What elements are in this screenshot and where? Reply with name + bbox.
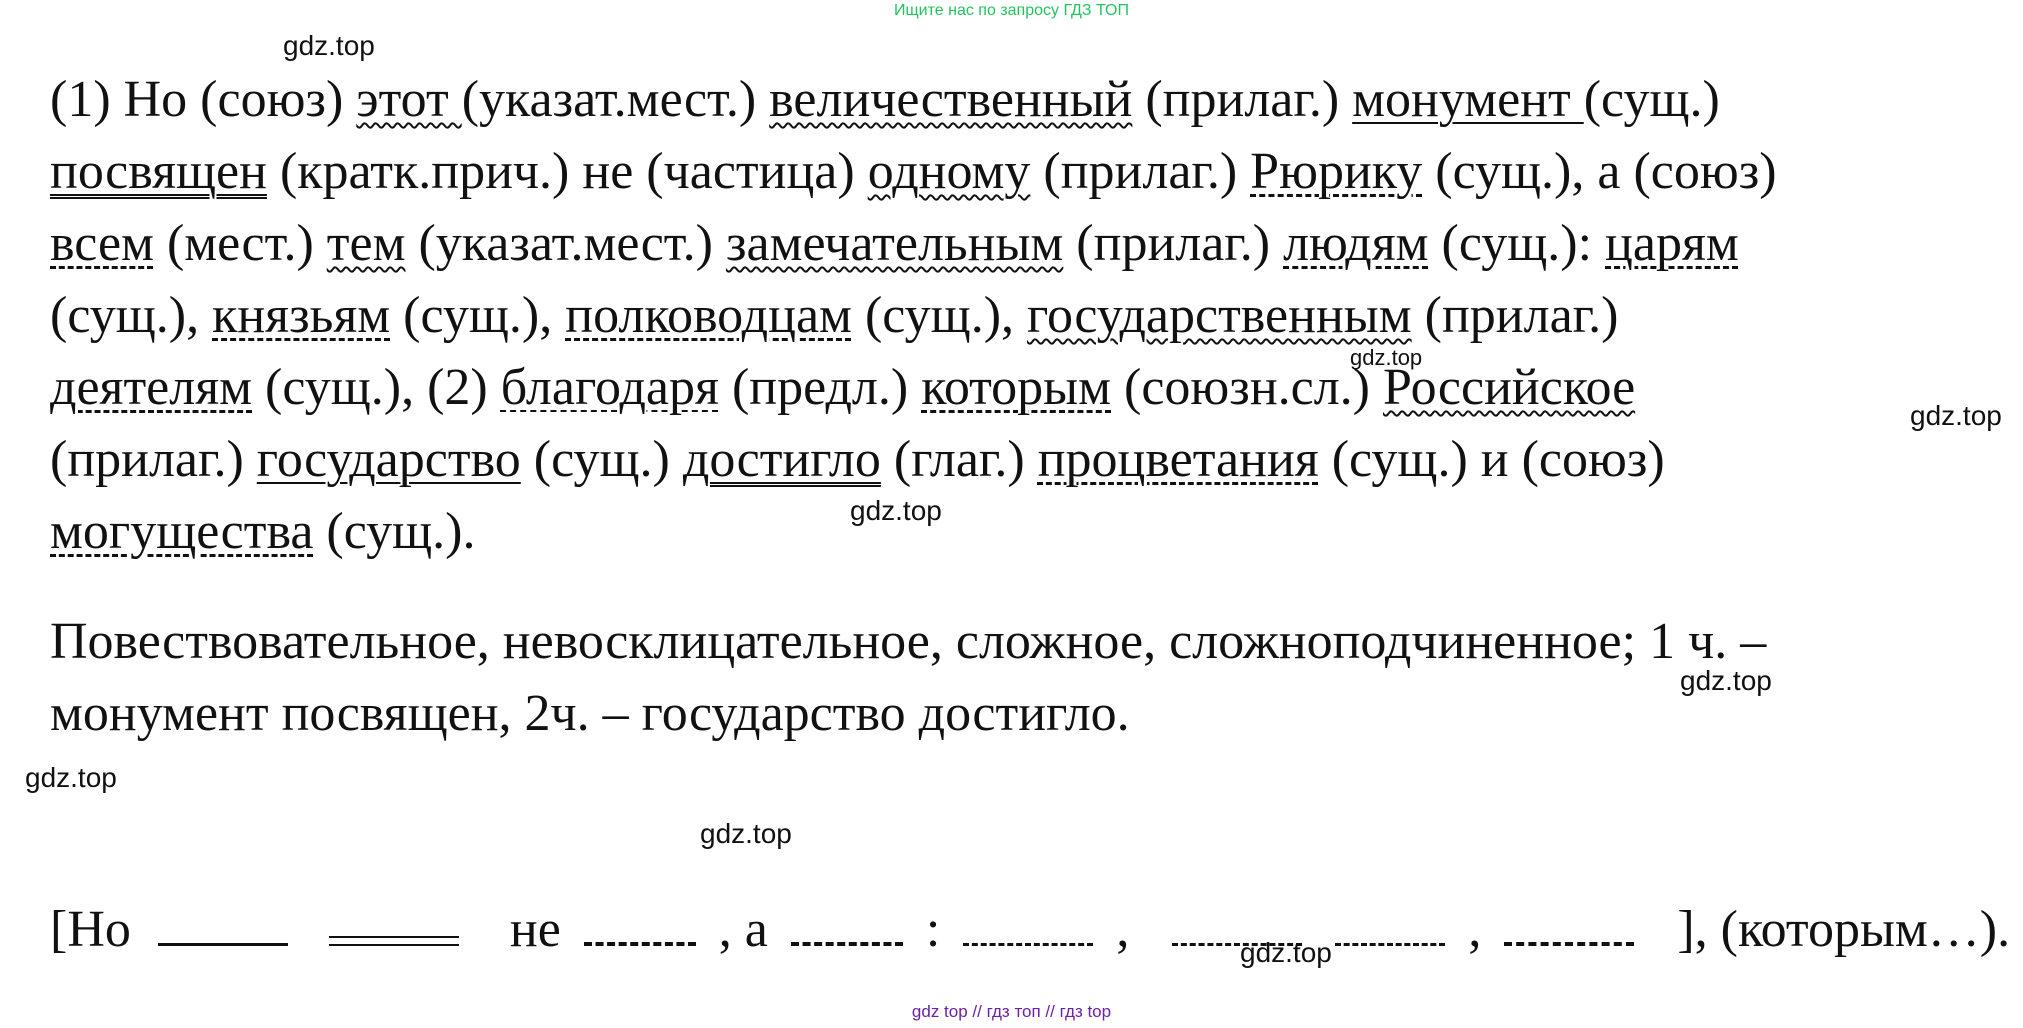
scheme-colon: : (925, 901, 941, 958)
analysis-word: тем (326, 215, 406, 272)
analysis-text: (сущ.): (1428, 215, 1606, 272)
analysis-text: (прилаг.) (1132, 71, 1353, 128)
top-banner[interactable]: Ищите нас по запросу ГДЗ ТОП (894, 2, 1129, 19)
analysis-text: (глаг.) (880, 431, 1038, 488)
scheme-object-line-3 (963, 943, 1093, 946)
scheme-object-line-6 (1504, 942, 1634, 946)
analysis-word: государственным (1027, 287, 1412, 344)
watermark: gdz.top (1910, 400, 2002, 431)
analysis-line (50, 70, 1720, 130)
watermark: gdz.top (700, 818, 792, 849)
watermark: gdz.top (25, 762, 117, 793)
analysis-text: (1) Но (союз) (50, 71, 357, 128)
analysis-text: (сущ.). (313, 503, 476, 560)
analysis-text: (мест.) (153, 215, 327, 272)
analysis-word: Российское (1383, 359, 1636, 416)
analysis-word: благодаря (500, 359, 719, 416)
analysis-text: (сущ.), (2) (252, 359, 501, 416)
paragraph-description-line-1: Повествовательное, невосклицательное, сложное, сложноподчиненное; 1 ч. – (50, 613, 1767, 670)
analysis-text: (кратк.прич.) не (частица) (266, 143, 868, 200)
analysis-line (50, 142, 1777, 202)
analysis-line (50, 502, 475, 562)
analysis-word: государство (256, 431, 521, 488)
analysis-word: полководцам (565, 287, 852, 344)
scheme-object-line-1 (584, 942, 696, 946)
analysis-word: Рюрику (1250, 143, 1423, 200)
scheme-close: ], (которым…). (1677, 901, 2011, 958)
analysis-text: (сущ.), а (союз) (1422, 143, 1777, 200)
analysis-text: (прилаг.) (1411, 287, 1619, 344)
paragraph-description-line-2: монумент посвящен, 2ч. – государство достигло. (50, 685, 1130, 742)
analysis-word: процветания (1037, 431, 1319, 488)
analysis-text: (сущ.) и (союз) (1318, 431, 1665, 488)
bottom-links[interactable]: gdz top // гдз топ // гдз top (911, 1002, 1112, 1021)
analysis-word: одному (867, 143, 1031, 200)
analysis-text: (указат.мест.) (461, 71, 770, 128)
analysis-word: царям (1605, 215, 1739, 272)
scheme-comma-1: , (1116, 901, 1130, 958)
analysis-text: (сущ.), (851, 287, 1028, 344)
analysis-line (50, 214, 1739, 274)
analysis-word: деятелям (50, 359, 253, 416)
analysis-line (50, 430, 1665, 490)
scheme-subject-line (158, 943, 288, 946)
analysis-text: (предл.) (718, 359, 922, 416)
analysis-text: (указат.мест.) (405, 215, 726, 272)
sentence-scheme (50, 900, 2010, 970)
watermark: gdz.top (1240, 937, 1332, 968)
watermark: gdz.top (850, 495, 942, 526)
analysis-text: (сущ.), (50, 287, 213, 344)
analysis-text: (сущ.), (390, 287, 566, 344)
analysis-word: которым (921, 359, 1112, 416)
watermark: gdz.top (283, 30, 375, 61)
analysis-text: (прилаг.) (1030, 143, 1251, 200)
watermark: gdz.top (1680, 665, 1772, 696)
analysis-word: этот (356, 71, 462, 128)
scheme-object-line-5 (1335, 943, 1445, 946)
scheme-open: [Но (50, 901, 131, 958)
analysis-text: (сущ.) (520, 431, 683, 488)
analysis-word: всем (50, 215, 154, 272)
analysis-word: могущества (50, 503, 314, 560)
watermark: gdz.top (1350, 345, 1423, 370)
analysis-word: замечательным (725, 215, 1064, 272)
analysis-word: князьям (212, 287, 391, 344)
analysis-word: монумент (1352, 71, 1584, 128)
analysis-text: (сущ.) (1583, 71, 1720, 128)
analysis-word: достигло (682, 431, 881, 488)
scheme-comma-2: , (1468, 901, 1482, 958)
scheme-object-line-2 (791, 942, 903, 946)
analysis-line (50, 286, 1618, 346)
analysis-word: посвящен (50, 143, 267, 200)
scheme-ne: не (509, 901, 561, 958)
analysis-text: (прилаг.) (1063, 215, 1284, 272)
scheme-predicate-line (329, 936, 459, 946)
analysis-word: людям (1283, 215, 1429, 272)
scheme-comma-a: , а (718, 901, 768, 958)
analysis-word: величественный (769, 71, 1133, 128)
analysis-text: (прилаг.) (50, 431, 257, 488)
analysis-text: (союзн.сл.) (1111, 359, 1383, 416)
